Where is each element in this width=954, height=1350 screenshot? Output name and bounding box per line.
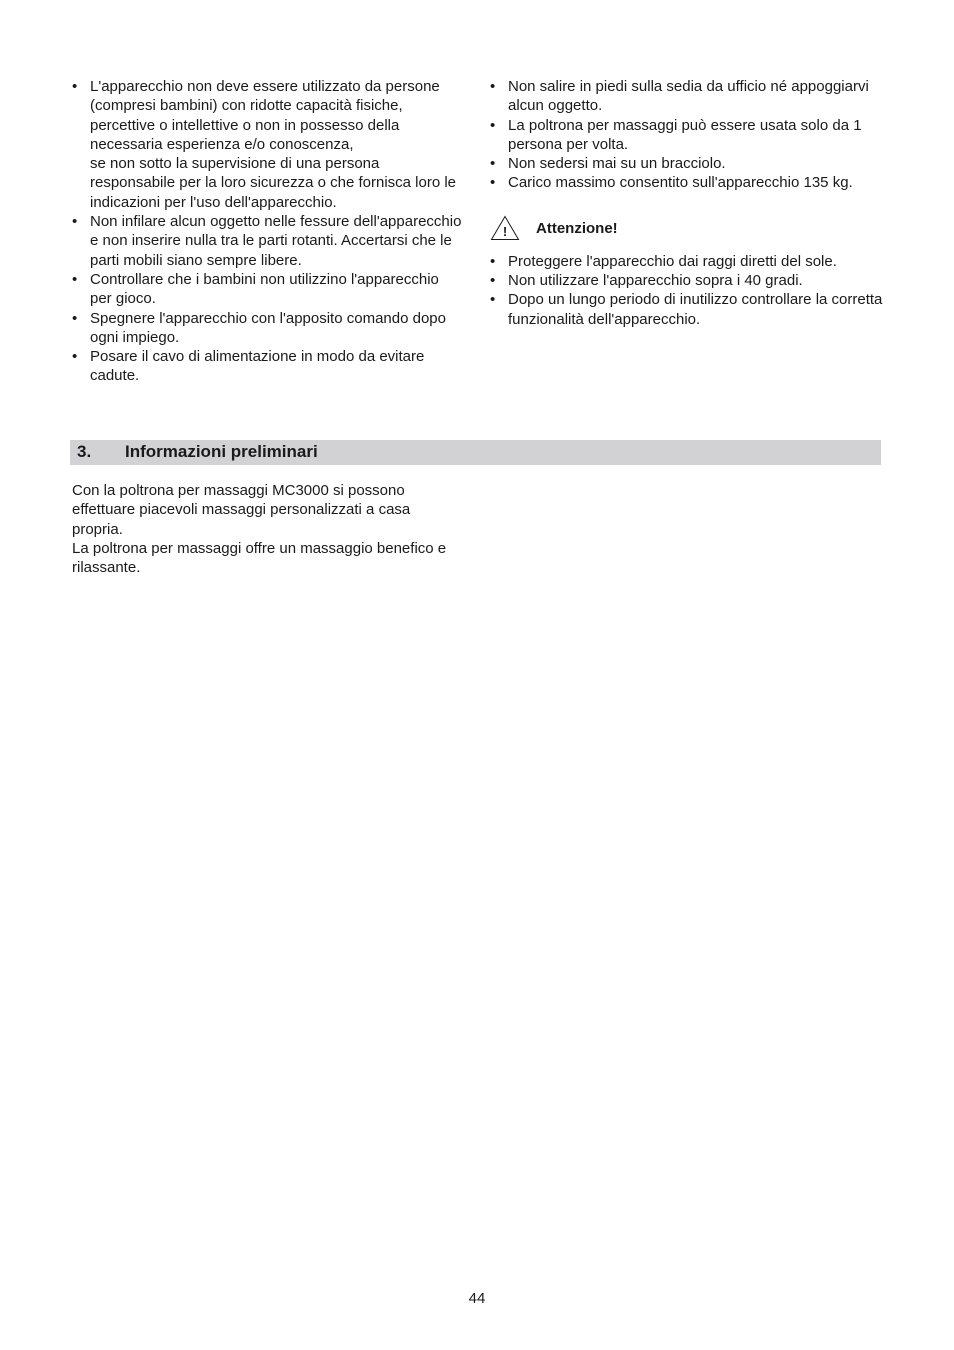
list-item (72, 212, 464, 270)
list-item (490, 116, 885, 155)
list-item-text: Controllare che i bambini non utilizzino l'apparecchio per gioco. (90, 270, 439, 308)
list-item-text: Non utilizzare l'apparecchio sopra i 40 gradi. (508, 272, 803, 290)
list-item-text: Proteggere l'apparecchio dai raggi diretti del sole. (508, 252, 837, 270)
list-item-text: Spegnere l'apparecchio con l'apposito comando dopo ogni impiego. (90, 309, 446, 346)
list-item-text: Non sedersi mai su un bracciolo. (508, 155, 726, 173)
intro-paragraph: Con la poltrona per massaggi MC3000 si possono effettuare piacevoli massaggi personalizzati a casa propria. (72, 482, 411, 538)
list-item-text: La poltrona per massaggi può essere usata solo da 1 persona per volta. (508, 116, 862, 153)
list-item-text: Carico massimo consentito sull'apparecchio 135 kg. (508, 174, 853, 192)
list-item (490, 290, 885, 329)
intro-paragraph: La poltrona per massaggi offre un massaggio benefico e rilassante. (72, 539, 447, 577)
svg-text:!: ! (502, 223, 508, 239)
section-heading (70, 440, 881, 465)
list-item (72, 309, 464, 348)
list-item-text: Posare il cavo di alimentazione in modo da evitare cadute. (90, 348, 425, 385)
list-item (490, 173, 885, 192)
safety-list-left (72, 77, 464, 386)
safety-list-right (490, 77, 885, 193)
list-item-text: Dopo un lungo periodo di inutilizzo controllare la corretta funzionalità dell'apparecchio. (508, 291, 883, 328)
list-item (490, 252, 885, 271)
warning-triangle-icon (490, 215, 520, 241)
list-item (72, 270, 464, 309)
section-number: 3. (77, 442, 92, 461)
section-title: Informazioni preliminari (125, 442, 318, 461)
list-item (490, 77, 885, 116)
list-item-text: L'apparecchio non deve essere utilizzato da persone (compresi bambini) con ridotte capacità fisiche, percettive o intellettive o non in possesso della necessaria esperienza e/o conoscenza, se non sotto la supervisione di una persona responsabile per la loro sicurezza o che fornisca loro le indicazioni per l'uso dell'apparecchio. (90, 78, 457, 211)
warning-label: Attenzione! (536, 219, 618, 237)
warning-list (490, 252, 885, 329)
list-item (72, 77, 464, 212)
list-item-text: Non infilare alcun oggetto nelle fessure dell'apparecchio e non inserire nulla tra le parti rotanti. Accertarsi che le parti mobili siano sempre libere. (90, 213, 462, 269)
list-item (490, 154, 885, 173)
left-column (72, 77, 464, 386)
warning-notice (490, 215, 885, 241)
right-column (490, 77, 885, 329)
intro-text (72, 481, 464, 577)
list-item-text: Non salire in piedi sulla sedia da ufficio né appoggiarvi alcun oggetto. (508, 78, 869, 115)
page-number: 44 (468, 1290, 486, 1307)
list-item (72, 347, 464, 386)
list-item (490, 271, 885, 290)
